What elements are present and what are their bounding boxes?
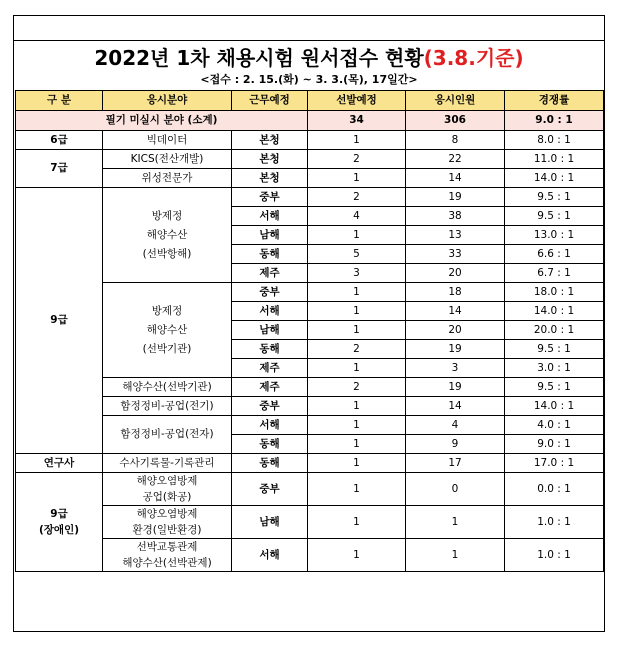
title-highlight: (3.8.기준) bbox=[423, 46, 524, 70]
selected-cell: 1 bbox=[308, 397, 406, 416]
location-cell: 중부 bbox=[232, 188, 308, 207]
applicants-cell: 38 bbox=[406, 207, 505, 226]
grade-cell: 7급 bbox=[16, 150, 103, 188]
selected-cell: 2 bbox=[308, 340, 406, 359]
location-cell: 서해 bbox=[232, 207, 308, 226]
selected-cell: 1 bbox=[308, 131, 406, 150]
header-row bbox=[16, 91, 604, 111]
field-cell: 방제정 해양수산 (선박기관) bbox=[103, 283, 232, 378]
ratio-cell: 14.0 : 1 bbox=[505, 397, 604, 416]
table-row bbox=[16, 397, 604, 416]
table-row bbox=[16, 378, 604, 397]
location-cell: 서해 bbox=[232, 302, 308, 321]
applicants-cell: 19 bbox=[406, 188, 505, 207]
applicants-cell: 20 bbox=[406, 264, 505, 283]
selected-cell: 1 bbox=[308, 283, 406, 302]
selected-cell: 5 bbox=[308, 245, 406, 264]
table-row bbox=[16, 150, 604, 169]
applicants-cell: 14 bbox=[406, 397, 505, 416]
grade-cell: 9급 bbox=[16, 188, 103, 454]
field-cell: 방제정 해양수산 (선박항해) bbox=[103, 188, 232, 283]
ratio-cell: 6.7 : 1 bbox=[505, 264, 604, 283]
header-selected: 선발예정 bbox=[308, 91, 406, 111]
ratio-cell: 18.0 : 1 bbox=[505, 283, 604, 302]
selected-cell: 2 bbox=[308, 150, 406, 169]
location-cell: 동해 bbox=[232, 435, 308, 454]
selected-cell: 3 bbox=[308, 264, 406, 283]
selected-cell: 1 bbox=[308, 302, 406, 321]
ratio-cell: 3.0 : 1 bbox=[505, 359, 604, 378]
ratio-cell: 1.0 : 1 bbox=[505, 506, 604, 539]
selected-cell: 1 bbox=[308, 226, 406, 245]
selected-cell: 1 bbox=[308, 454, 406, 473]
location-cell: 제주 bbox=[232, 359, 308, 378]
location-cell: 본청 bbox=[232, 169, 308, 188]
header-applicants: 응시인원 bbox=[406, 91, 505, 111]
ratio-cell: 13.0 : 1 bbox=[505, 226, 604, 245]
location-cell: 서해 bbox=[232, 416, 308, 435]
table-row bbox=[16, 454, 604, 473]
table-row bbox=[16, 539, 604, 572]
field-cell: 해양오염방제 환경(일반환경) bbox=[103, 506, 232, 539]
selected-cell: 2 bbox=[308, 378, 406, 397]
ratio-cell: 1.0 : 1 bbox=[505, 539, 604, 572]
applicants-cell: 13 bbox=[406, 226, 505, 245]
ratio-cell: 8.0 : 1 bbox=[505, 131, 604, 150]
table-row bbox=[16, 506, 604, 539]
table-row bbox=[16, 169, 604, 188]
applicants-cell: 22 bbox=[406, 150, 505, 169]
location-cell: 동해 bbox=[232, 245, 308, 264]
applicants-cell: 20 bbox=[406, 321, 505, 340]
selected-cell: 1 bbox=[308, 416, 406, 435]
subtotal-ratio: 9.0 : 1 bbox=[505, 111, 604, 131]
applicants-cell: 19 bbox=[406, 340, 505, 359]
applicants-cell: 14 bbox=[406, 302, 505, 321]
location-cell: 서해 bbox=[232, 539, 308, 572]
applicants-cell: 17 bbox=[406, 454, 505, 473]
selected-cell: 4 bbox=[308, 207, 406, 226]
subtotal-applicants: 306 bbox=[406, 111, 505, 131]
table-row bbox=[16, 188, 604, 207]
selected-cell: 1 bbox=[308, 321, 406, 340]
subtitle: <접수 : 2. 15.(화) ~ 3. 3.(목), 17일간> bbox=[200, 73, 418, 86]
location-cell: 본청 bbox=[232, 131, 308, 150]
location-cell: 제주 bbox=[232, 264, 308, 283]
applicants-cell: 19 bbox=[406, 378, 505, 397]
field-cell: 선박교통관제 해양수산(선박관제) bbox=[103, 539, 232, 572]
page-title bbox=[14, 44, 604, 72]
grade-cell: 6급 bbox=[16, 131, 103, 150]
selected-cell: 2 bbox=[308, 188, 406, 207]
applicants-cell: 0 bbox=[406, 473, 505, 506]
selected-cell: 1 bbox=[308, 169, 406, 188]
ratio-cell: 14.0 : 1 bbox=[505, 169, 604, 188]
location-cell: 동해 bbox=[232, 454, 308, 473]
header-ratio: 경쟁률 bbox=[505, 91, 604, 111]
field-cell: 함정정비-공업(전기) bbox=[103, 397, 232, 416]
grade-cell: 9급 (장애인) bbox=[16, 473, 103, 572]
field-cell: 해양오염방제 공업(화공) bbox=[103, 473, 232, 506]
subtotal-row bbox=[16, 111, 604, 131]
header-field: 응시분야 bbox=[103, 91, 232, 111]
applicant-table bbox=[15, 90, 604, 572]
ratio-cell: 6.6 : 1 bbox=[505, 245, 604, 264]
title-main: 2022년 1차 채용시험 원서접수 현황 bbox=[94, 46, 424, 70]
applicants-cell: 1 bbox=[406, 506, 505, 539]
applicants-cell: 33 bbox=[406, 245, 505, 264]
field-cell: 함정정비-공업(전자) bbox=[103, 416, 232, 454]
location-cell: 남해 bbox=[232, 321, 308, 340]
ratio-cell: 11.0 : 1 bbox=[505, 150, 604, 169]
table-row bbox=[16, 416, 604, 435]
location-cell: 남해 bbox=[232, 506, 308, 539]
selected-cell: 1 bbox=[308, 359, 406, 378]
selected-cell: 1 bbox=[308, 539, 406, 572]
field-cell: 위성전문가 bbox=[103, 169, 232, 188]
field-cell: 빅데이터 bbox=[103, 131, 232, 150]
subtotal-selected: 34 bbox=[308, 111, 406, 131]
location-cell: 제주 bbox=[232, 378, 308, 397]
table-row bbox=[16, 131, 604, 150]
ratio-cell: 9.0 : 1 bbox=[505, 435, 604, 454]
table-row bbox=[16, 473, 604, 506]
applicants-cell: 14 bbox=[406, 169, 505, 188]
table-row bbox=[16, 283, 604, 302]
ratio-cell: 4.0 : 1 bbox=[505, 416, 604, 435]
ratio-cell: 9.5 : 1 bbox=[505, 188, 604, 207]
applicants-cell: 1 bbox=[406, 539, 505, 572]
location-cell: 중부 bbox=[232, 473, 308, 506]
selected-cell: 1 bbox=[308, 473, 406, 506]
location-cell: 동해 bbox=[232, 340, 308, 359]
selected-cell: 1 bbox=[308, 506, 406, 539]
header-location: 근무예정 bbox=[232, 91, 308, 111]
top-blank-row bbox=[14, 16, 604, 41]
ratio-cell: 9.5 : 1 bbox=[505, 340, 604, 359]
applicants-cell: 18 bbox=[406, 283, 505, 302]
field-cell: 해양수산(선박기관) bbox=[103, 378, 232, 397]
document-frame bbox=[13, 15, 605, 632]
field-cell: KICS(전산개발) bbox=[103, 150, 232, 169]
ratio-cell: 9.5 : 1 bbox=[505, 378, 604, 397]
header-grade: 구 분 bbox=[16, 91, 103, 111]
grade-cell: 연구사 bbox=[16, 454, 103, 473]
field-cell: 수사기록물-기록관리 bbox=[103, 454, 232, 473]
location-cell: 중부 bbox=[232, 283, 308, 302]
location-cell: 중부 bbox=[232, 397, 308, 416]
ratio-cell: 0.0 : 1 bbox=[505, 473, 604, 506]
ratio-cell: 9.5 : 1 bbox=[505, 207, 604, 226]
location-cell: 본청 bbox=[232, 150, 308, 169]
ratio-cell: 20.0 : 1 bbox=[505, 321, 604, 340]
applicants-cell: 4 bbox=[406, 416, 505, 435]
location-cell: 남해 bbox=[232, 226, 308, 245]
applicants-cell: 8 bbox=[406, 131, 505, 150]
subtotal-label: 필기 미실시 분야 (소계) bbox=[16, 111, 308, 131]
applicants-cell: 3 bbox=[406, 359, 505, 378]
ratio-cell: 14.0 : 1 bbox=[505, 302, 604, 321]
applicants-cell: 9 bbox=[406, 435, 505, 454]
selected-cell: 1 bbox=[308, 435, 406, 454]
ratio-cell: 17.0 : 1 bbox=[505, 454, 604, 473]
